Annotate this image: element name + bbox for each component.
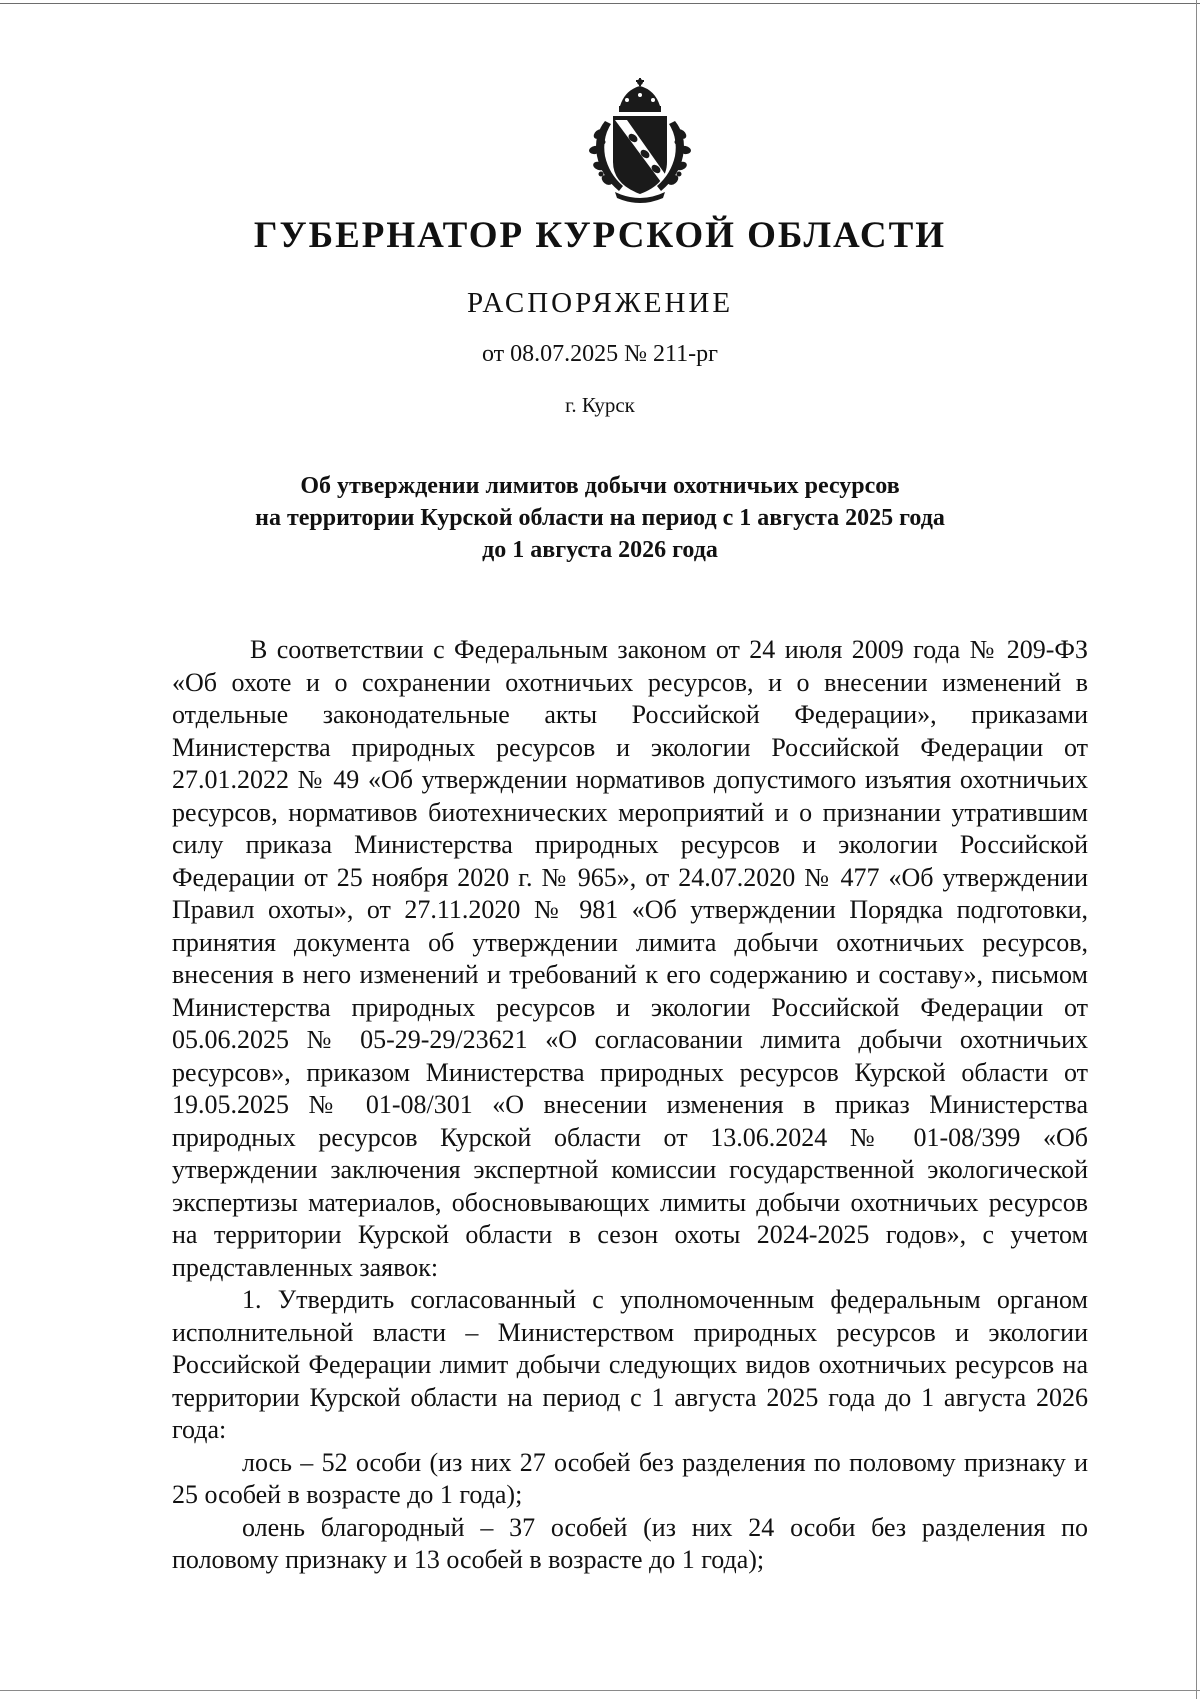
document-number: от 08.07.2025 № 211-рг	[481, 341, 718, 367]
heading-line-1: Об утверждении лимитов добычи охотничьих ресурсов	[300, 473, 900, 499]
scan-border-bottom	[0, 1690, 1200, 1691]
body-paragraph-moose: лось – 52 особи (из них 27 особей без разделения по половому признаку и 25 особей в возрасте до 1 года);	[172, 1447, 1088, 1509]
body-paragraph-red-deer: олень благородный – 37 особей (из них 24 особи без разделения по половому признаку и 13 особей в возрасте до 1 года);	[172, 1512, 1088, 1574]
heading-line-3: до 1 августа 2026 года	[482, 537, 718, 563]
body-paragraph-item-1: 1. Утвердить согласованный с уполномоченным федеральным органом исполнительной власти – Министерством природных ресурсов и экологии Российской Федерации лимит добычи следующих видов охотничьих ресурсов на территории Курской области на период с 1 августа 2025 года до 1 августа 2026 года:	[172, 1285, 1088, 1444]
body-paragraph-preamble: В соответствии с Федеральным законом от 24 июля 2009 года № 209-ФЗ «Об охоте и о сохранении охотничьих ресурсов, и о внесении изменений в отдельные законодательные акты Российской Федерации», приказами Министерства природных ресурсов и экологии Российской Федерации от 27.01.2022 № 49 «Об утверждении нормативов допустимого изъятия охотничьих ресурсов, нормативов биотехнических мероприятий и о признании утратившим силу приказа Министерства природных ресурсов и экологии Российской Федерации от 25 ноября 2020 г. № 965», от 24.07.2020 № 477 «Об утверждении Правил охоты», от 27.11.2020 № 981 «Об утверждении Порядка подготовки, принятия документа об утверждении лимита добычи охотничьих ресурсов, внесения в него изменений и требований к его содержанию и составу», письмом Министерства природных ресурсов и экологии Российской Федерации от 05.06.2025 № 05-29-29/23621 «О согласовании лимита добычи охотничьих ресурсов», приказом Министерства природных ресурсов Курской области от 19.05.2025 № 01-08/301 «О внесении изменения в приказ Министерства природных ресурсов Курской области от 13.06.2024 № 01-08/399 «Об утверждении заключения экспертной комиссии государственной экологической экспертизы материалов, обосновывающих лимиты добычи охотничьих ресурсов на территории Курской области в сезон охоты 2024-2025 годов», с учетом представленных заявок:	[172, 635, 1088, 1282]
document-city: г. Курск	[565, 393, 635, 417]
document-type: РАСПОРЯЖЕНИЕ	[466, 287, 734, 319]
heading-line-2: на территории Курской области на период с 1 августа 2025 года	[255, 505, 945, 531]
document-heading	[0, 470, 1200, 566]
document-body	[172, 634, 1088, 1577]
scan-border-top	[0, 3, 1200, 4]
issuer-title: ГУБЕРНАТОР КУРСКОЙ ОБЛАСТИ	[253, 215, 947, 256]
coat-of-arms-icon	[575, 76, 705, 206]
